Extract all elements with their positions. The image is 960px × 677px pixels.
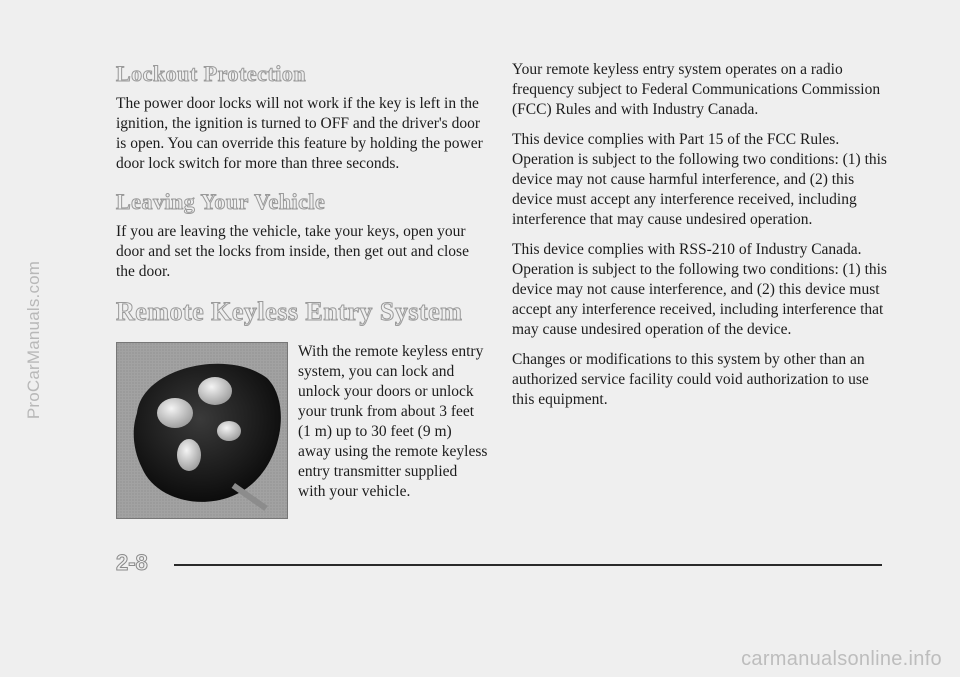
lockout-protection-heading: Lockout Protection [116, 61, 307, 86]
remote-keyless-heading: Remote Keyless Entry System [116, 297, 463, 326]
side-watermark: ProCarManuals.com [24, 260, 43, 420]
left-column [116, 60, 488, 522]
leaving-vehicle-text: If you are leaving the vehicle, take your keys, open your door and set the locks from inside, then get out and close the door. [116, 223, 469, 280]
key-fob-illustration [117, 343, 287, 518]
bottom-watermark: carmanualsonline.info [741, 648, 942, 670]
right-column [512, 60, 892, 410]
fcc-intro-text: Your remote keyless entry system operates on a radio frequency subject to Federal Communications Commission (FCC) Rules and with Industry Canada. [512, 61, 881, 118]
modifications-warning-text: Changes or modifications to this system by other than an authorized service facility could void authorization to use this equipment. [512, 351, 869, 408]
key-fob-photo [116, 342, 288, 519]
fcc-part15-text: This device complies with Part 15 of the FCC Rules. Operation is subject to the following two conditions: (1) this device may not cause harmful interference, and (2) this device must accept any interference received, including interference that may cause undesired operation. [512, 131, 887, 228]
industry-canada-text: This device complies with RSS-210 of Industry Canada. Operation is subject to the following two conditions: (1) this device may not cause interference, and (2) this device must accept any interference received, including interference that may cause undesired operation of the device. [512, 241, 887, 338]
page-number: 2-8 [116, 550, 148, 575]
footer-rule [174, 564, 882, 566]
remote-section [116, 342, 488, 522]
remote-keyless-text: With the remote keyless entry system, you can lock and unlock your doors or unlock your trunk from about 3 feet (1 m) up to 30 feet (9 m) away using the remote keyless entry transmitter supplied with your vehicle. [298, 343, 488, 500]
lockout-protection-text: The power door locks will not work if the key is left in the ignition, the ignition is turned to OFF and the driver's door is open. You can override this feature by holding the power door lock switch for more than three seconds. [116, 95, 483, 172]
leaving-vehicle-heading: Leaving Your Vehicle [116, 189, 326, 214]
